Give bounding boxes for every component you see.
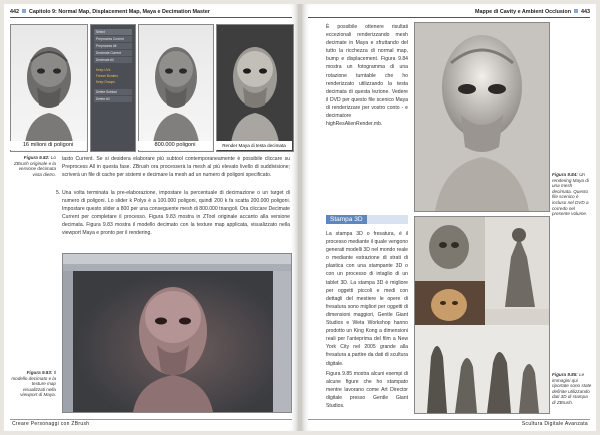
left-page: [4, 4, 298, 431]
menu-item[interactable]: Preprocess Current: [94, 36, 132, 42]
figures-paragraph: [326, 370, 408, 410]
caption-number: Figura 9.85:: [552, 372, 578, 377]
menu-item[interactable]: Select: [94, 29, 132, 35]
caption-text: Lo ZBrush originale e la versione decimata vista dietro.: [13, 155, 56, 177]
section-header-title: Mappe di Cavity e Ambient Occlusion: [475, 9, 571, 15]
printing-paragraph: [326, 230, 408, 368]
caption-text: Le immagini qui riportate sono state definite utilizzando dati 3D di stampa di ZBrush.: [552, 372, 592, 405]
figures-text: Figura 9.85 mostra alcuni esempi di alcune figure che ho stampato mentre lavorano come Art Director digitale presso Gentle Giant Studios.: [326, 371, 408, 410]
render-text: È possibile ottenere risultati eccezionali renderizzando mesh decimate in Maya e sfruttando del tutto la ricchezza di normal map, bump e displacement. Figura 9.84 mostra un fotogramma di una rotazione turntable che ho renderizzato utilizzando la testa decimata di questa lezione. Vedere il DVD per questo file scenico Maya di renderizzare per vostro conto - e decimatore highResAlienRender.mb.: [326, 24, 408, 128]
bust-image-800k: [138, 24, 214, 152]
caption-fig-9-85: [552, 372, 592, 406]
fig-label-16m: 16 milioni di poligoni: [10, 141, 86, 150]
section-title-stampa-3d: Stampa 3D: [326, 215, 367, 224]
chapter-title: Capitolo 9: Normal Map, Displacement Map, Maya e Decimation Master: [29, 9, 210, 15]
intro-paragraph: [62, 155, 290, 179]
step-paragraph: [62, 189, 290, 238]
intro-text: tasto Current. Se si desidera elaborare più subtool contemporaneamente è possibile cliccare su Preprocess All in questa fase. ZBrush ora processerà la mesh al più elevato livello di suddivisione; scriverà un file di cache per sistemi e decimare la mesh ad un numero di poligoni specificato.: [62, 156, 290, 179]
bust-image-maya-render: [216, 24, 294, 152]
maya-viewport-screenshot: [62, 253, 292, 413]
printing-text: La stampa 3D o fresatura, è il processo mediante il quale vengono generati modelli 3D nel mondo reale o mediante estrazione di strati di plastica con una stampante 3D o con un processo di intaglio di un tablet 3D. La stampa 3D è migliore per oggetti piccoli e medi con dettagli del mestiere le opere di fresatura sono migliori per oggetti di dimensioni maggiori, Gentle Giant Studios e Weta Workshop hanno prodotto un King Kong a dimensioni reali per l'anteprima del film a New York City nel 2005 grande alla fresatura a partire da dati di scultura digitale.: [326, 231, 408, 367]
step-number: 5.: [56, 190, 61, 196]
menu-item[interactable]: Keep Groups: [96, 80, 115, 84]
bust-image-16m: [10, 24, 88, 152]
left-footer: Creare Personaggi con ZBrush: [12, 421, 90, 427]
header-square-icon: [574, 9, 578, 13]
caption-text: Il modello decimato e la texture map visualizzati nella viewport di Maya.: [11, 370, 56, 398]
maya-channel-box: [273, 271, 291, 412]
caption-number: Figura 9.84:: [552, 172, 578, 177]
fig-label-800k: 800.000 poligoni: [138, 141, 212, 150]
caption-text: Un rendering Maya di una mesh decimata. Questo file scenico è incluso nel DVD a corredo nel presente volume.: [552, 172, 589, 217]
caption-fig-9-84: [552, 172, 592, 217]
maya-tool-column: [63, 271, 73, 412]
footer-rule: [10, 419, 292, 420]
left-header: [10, 9, 210, 15]
menu-item[interactable]: Delete All: [94, 96, 132, 102]
menu-item[interactable]: Keep UVs: [96, 68, 111, 72]
header-rule: [10, 17, 292, 18]
header-square-icon: [22, 9, 26, 13]
maya-3d-view: [73, 271, 273, 412]
printed-figures-collage: [414, 216, 550, 414]
footer-rule: [308, 419, 590, 420]
menu-item[interactable]: Freeze Borders: [96, 74, 118, 78]
header-rule: [308, 17, 590, 18]
maya-menu-bar: [63, 254, 291, 264]
menu-item[interactable]: Delete Subtool: [94, 89, 132, 95]
menu-item[interactable]: Decimate All: [94, 57, 132, 63]
caption-fig-9-83: [10, 370, 56, 398]
right-footer: Scultura Digitale Avanzata: [521, 421, 588, 427]
caption-number: Figura 9.83:: [26, 370, 53, 375]
zbrush-decimation-menu: [90, 24, 136, 152]
render-paragraph: [326, 23, 408, 128]
maya-toolbar: [63, 264, 291, 271]
right-header: [475, 9, 590, 15]
page-number-left: 442: [10, 9, 19, 15]
page-number-right: 443: [581, 9, 590, 15]
menu-item[interactable]: Decimate Current: [94, 50, 132, 56]
caption-number: Figura 9.82:: [23, 155, 50, 160]
alien-render-image: [414, 22, 550, 212]
fig-label-maya: Render Maya di testa decimata: [216, 141, 292, 150]
menu-item[interactable]: Preprocess All: [94, 43, 132, 49]
right-page: [302, 4, 596, 431]
caption-fig-9-82: [10, 155, 56, 177]
step-text: Una volta terminata la pre-elaborazione, impostare la percentuale di decimazione o un target di numero di poligoni. Lo slider k Polys è a 100.000 poligoni, quindi 200 k fa scatta 200.000 poligoni. Impostare questo slider a 800 per una conseguente mesh di 800.000 triangoli. Ora cliccare Decimate Current per completare il processo. Figura 9.83 mostra in ZTool originale accanto alla versione decimata. Figura 9.83 mostra il modello decimato con la texture map applicata, visualizzato nella viewport Maya e pronto per il rendering.: [62, 190, 290, 237]
